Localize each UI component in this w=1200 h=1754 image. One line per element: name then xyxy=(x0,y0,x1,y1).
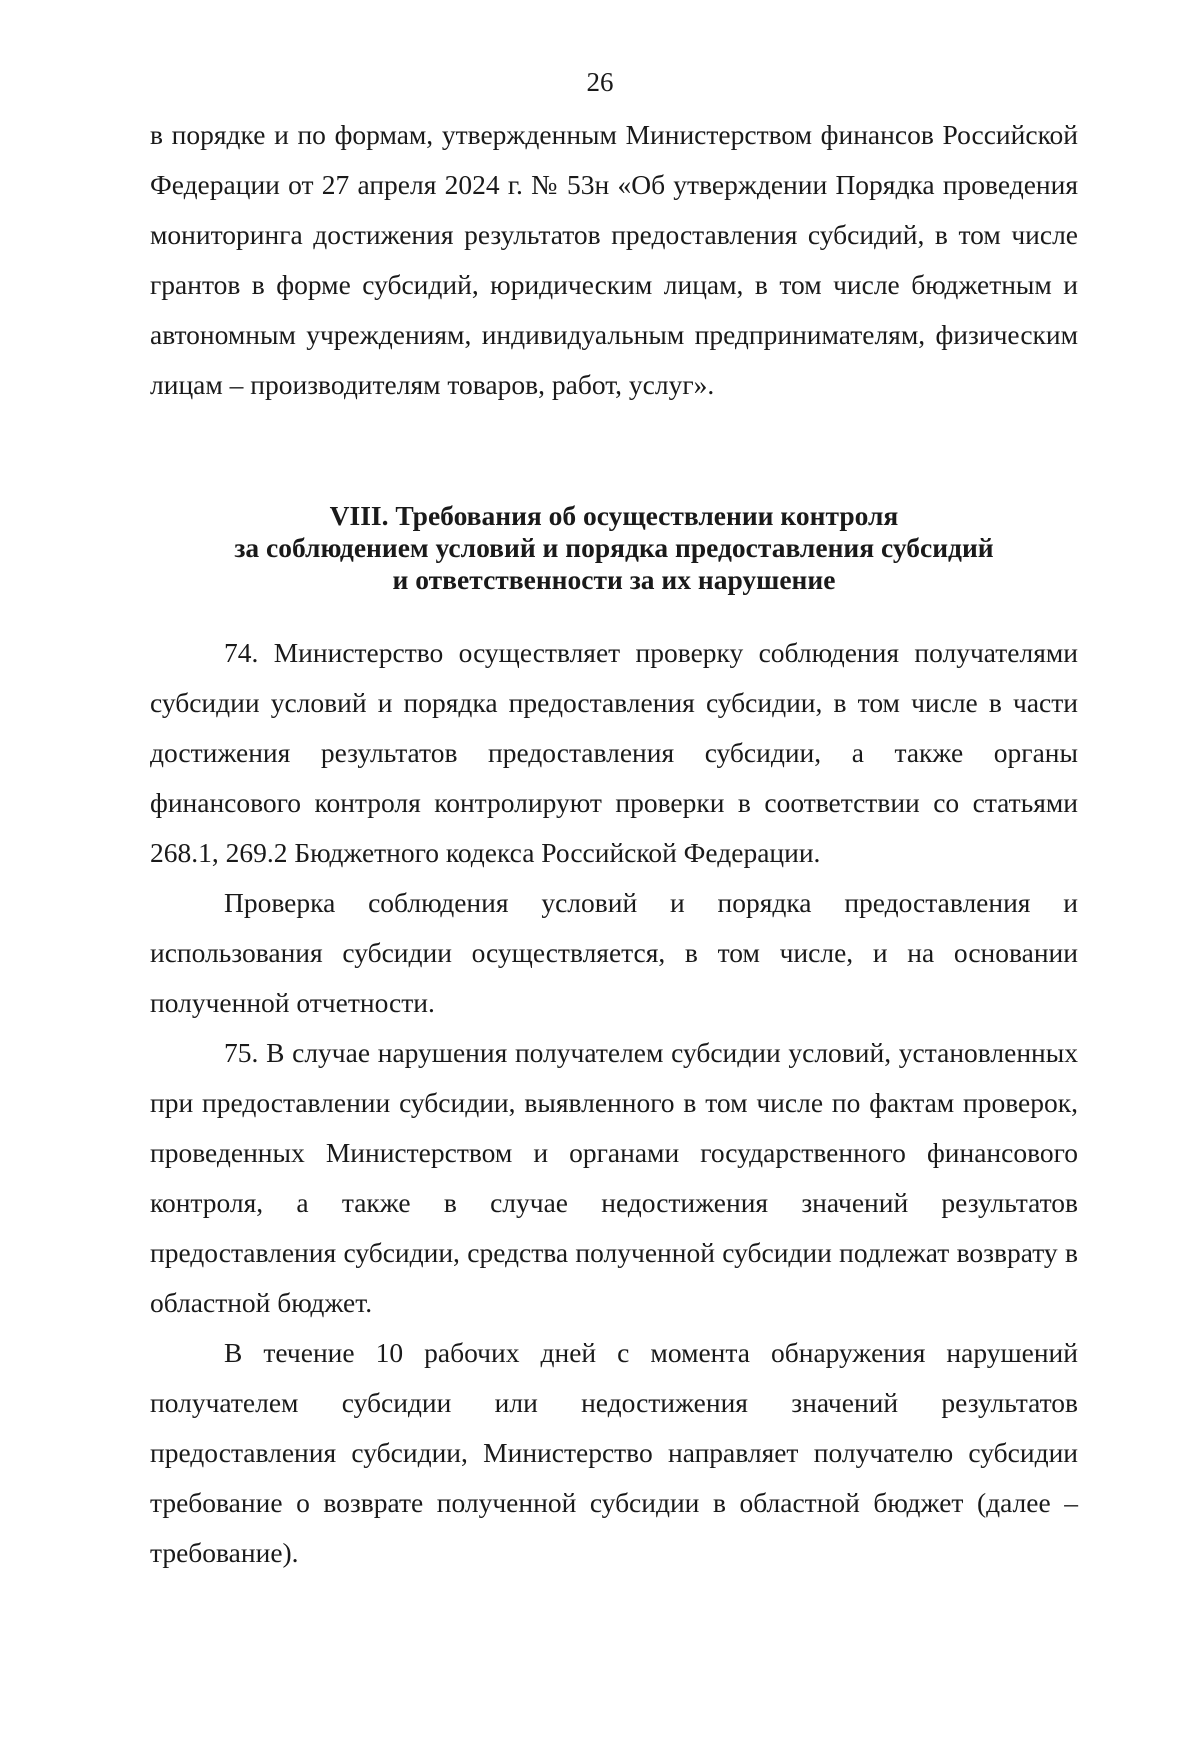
section-heading xyxy=(150,500,1078,596)
paragraph-75-return: В течение 10 рабочих дней с момента обнаружения нарушений получателем субсидии или недостижения значений результатов предоставления субсидии, Министерство направляет получателю субсидии требование о возврате полученной субсидии в областной бюджет (далее – требование). xyxy=(150,1337,1078,1568)
section-body xyxy=(150,628,1078,1578)
paragraph-75: 75. В случае нарушения получателем субсидии условий, установленных при предоставлении субсидии, выявленного в том числе по фактам проверок, проведенных Министерством и органами государственного финансового контроля, а также в случае недостижения значений результатов предоставления субсидии, средства полученной субсидии подлежат возврату в областной бюджет. xyxy=(150,1037,1078,1318)
intro-paragraph: в порядке и по формам, утвержденным Министерством финансов Российской Федерации от 27 апреля 2024 г. № 53н «Об утверждении Порядка проведения мониторинга достижения результатов предоставления субсидий, в том числе грантов в форме субсидий, юридическим лицам, в том числе бюджетным и автономным учреждениям, индивидуальным предпринимателям, физическим лицам – производителям товаров, работ, услуг». xyxy=(150,119,1078,400)
page-number: 26 xyxy=(586,67,614,97)
paragraph-74: 74. Министерство осуществляет проверку соблюдения получателями субсидии условий и порядка предоставления субсидии, в том числе в части достижения результатов предоставления субсидии, а также органы финансового контроля контролируют проверки в соответствии со статьями 268.1, 269.2 Бюджетного кодекса Российской Федерации. xyxy=(150,637,1078,868)
paragraph-74-check: Проверка соблюдения условий и порядка предоставления и использования субсидии осуществляется, в том числе, и на основании полученной отчетности. xyxy=(150,887,1078,1018)
section-heading-line-2: за соблюдением условий и порядка предоставления субсидий xyxy=(234,532,994,563)
intro-block xyxy=(150,110,1078,410)
section-heading-line-3: и ответственности за их нарушение xyxy=(392,564,836,595)
section-heading-line-1: VIII. Требования об осуществлении контроля xyxy=(329,500,899,531)
